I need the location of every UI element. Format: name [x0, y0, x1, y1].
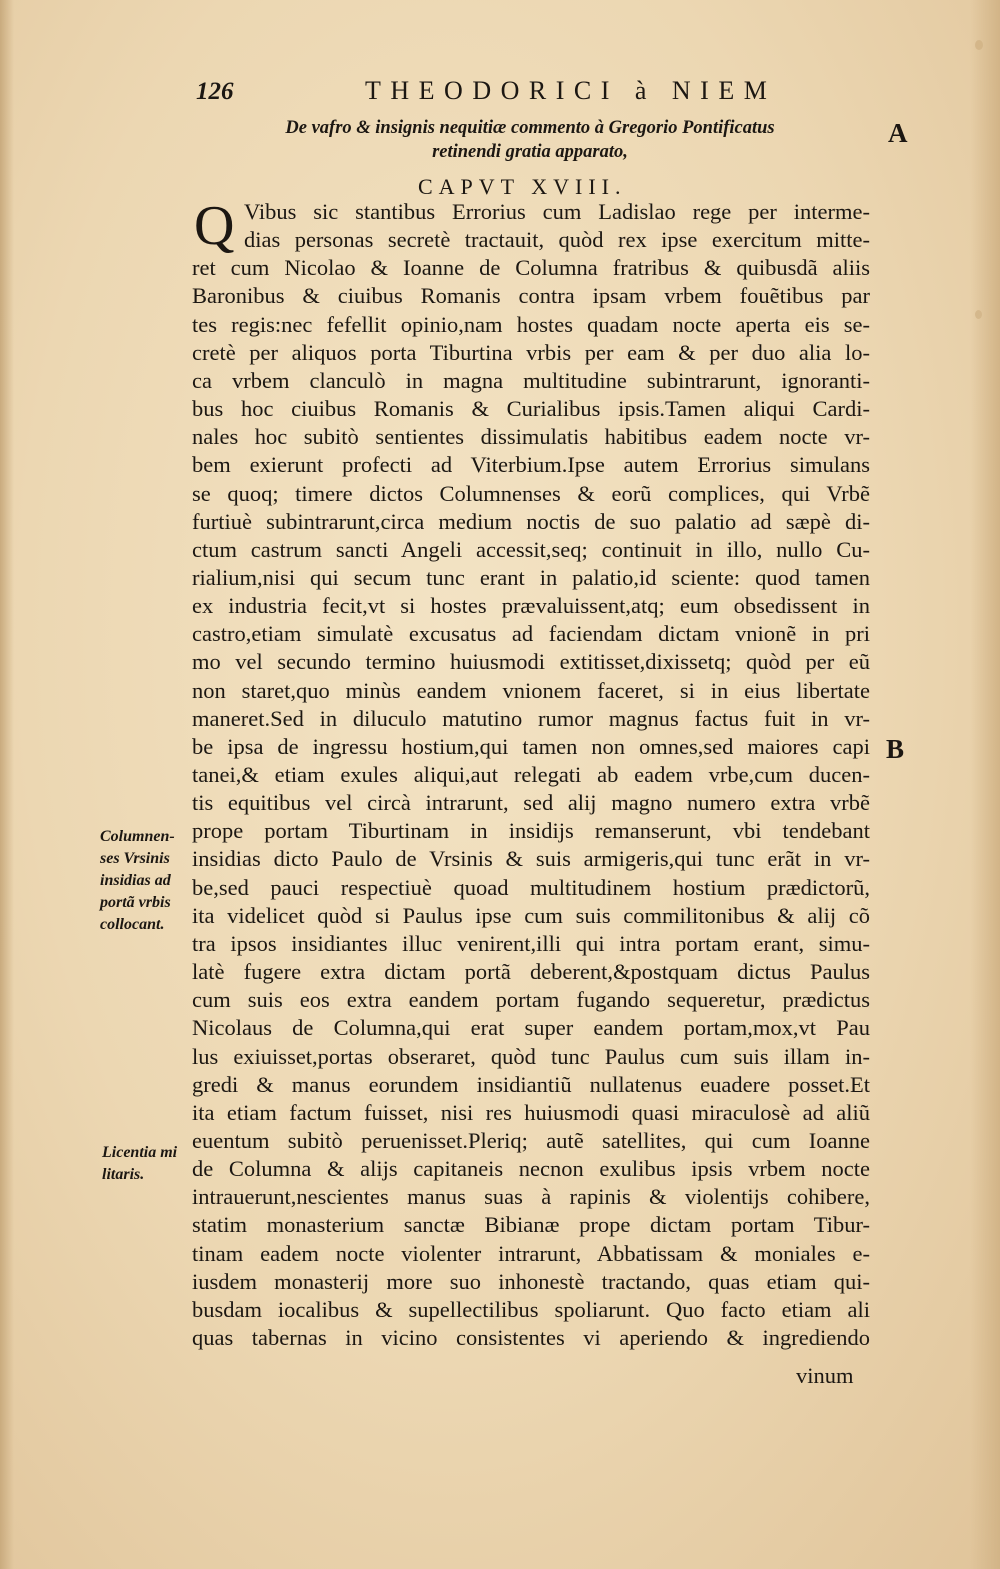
chapter-heading: CAPVT XVIII. [418, 174, 627, 199]
text-line: be,sed pauci respectiuè quoad multitudinem hostium prædictorũ, [192, 874, 870, 900]
text-line: cretè per aliquos porta Tiburtina vrbis per eam & per duo alia lo- [192, 339, 870, 365]
marginal-note-line: Columnen- [100, 828, 175, 845]
text-line: intrauerunt,nescientes manus suas à rapinis & violentijs cohibere, [192, 1184, 870, 1210]
text-line: gredi & manus eorundem insidiantiũ nullatenus euadere posset.Et [192, 1071, 870, 1097]
text-line: ca vrbem clanculò in magna multitudine subintrarunt, ignoranti- [192, 367, 870, 393]
marginal-note-line: portã vrbis [100, 894, 171, 911]
text-line: se quoq; timere dictos Columnenses & eorũ complices, qui Vrbẽ [192, 480, 870, 506]
marginal-note-line: ses Vrsinis [100, 850, 170, 867]
margin-letter-a: A [888, 118, 908, 148]
text-line: tra ipsos insidiantes illuc venirent,illi qui intra portam erant, simu- [192, 930, 870, 956]
marginal-note-line: Licentia mi [102, 1144, 178, 1161]
text-line: tanei,& etiam exules aliqui,aut relegati ab eadem vrbe,cum ducen- [192, 762, 870, 787]
text-line: dias personas secretè tractauit, quòd rex ipse exercitum mitte- [244, 227, 870, 253]
text-line: tis equitibus vel circà intrarunt, sed alij magno numero extra vrbẽ [192, 790, 870, 816]
text-line: castro,etiam simulatè excusatus ad faciendam dictam vnionẽ in pri [192, 621, 870, 647]
page-number: 126 [196, 78, 234, 105]
paper-stain [975, 40, 983, 50]
text-line: ex industria fecit,vt si hostes prævaluissent,atq; eum obsedissent in [192, 593, 870, 619]
running-title: THEODORICI à NIEM [365, 76, 777, 105]
text-line: iusdem monasterij more suo inhonestè tractando, quas etiam qui- [192, 1268, 870, 1294]
paper-stain [975, 310, 982, 319]
text-line: maneret.Sed in diluculo matutino rumor magnus factus fuit in vr- [192, 705, 870, 731]
text-line: bus hoc ciuibus Romanis & Curialibus ipsis.Tamen aliqui Cardi- [192, 396, 870, 422]
marginal-note-line: collocant. [100, 916, 165, 933]
text-line: de Columna & alijs capitaneis necnon exulibus ipsis vrbem nocte [192, 1156, 870, 1182]
chapter-subtitle: De vafro & insignis nequitiæ commento à Gregorio Pontificatus retinendi gratia apparato, [285, 118, 775, 162]
text-line: latè fugere extra dictam portã deberent,&postquam dictus Paulus [192, 959, 870, 985]
catchword: vinum [796, 1363, 854, 1388]
text-line: statim monasterium sanctæ Bibianæ prope dictam portam Tibur- [192, 1212, 870, 1238]
text-line: tes regis:nec fefellit opinio,nam hostes quadam nocte aperta eis se- [192, 311, 870, 337]
text-line: mo vel secundo termino huiusmodi extitisset,dixissetq; quòd per eũ [192, 649, 870, 675]
text-line: rialium,nisi qui secum tunc erant in palatio,id sciente: quod tamen [192, 564, 870, 590]
text-line: Nicolaus de Columna,qui erat super eandem portam,mox,vt Pau [192, 1015, 870, 1041]
text-line: ret cum Nicolao & Ioanne de Columna fratribus & quibusdã aliis [192, 255, 870, 281]
marginal-note-2 [102, 1142, 192, 1186]
text-line: lus exiuisset,portas obseraret, quòd tunc Paulus cum suis illam in- [192, 1043, 870, 1069]
page-header [0, 76, 1000, 112]
text-line: insidias dicto Paulo de Vrsinis & suis armigeris,qui tunc erãt in vr- [192, 846, 870, 872]
text-line: ita videlicet quòd si Paulus ipse cum suis commilitonibus & alij cõ [192, 902, 870, 928]
initial-letter: Q [194, 195, 235, 257]
text-line: busdam iocalibus & supellectilibus spoliarunt. Quo facto etiam ali [192, 1296, 870, 1322]
marginal-note-line: insidias ad [100, 872, 171, 889]
text-line: euentum subitò peruenisset.Pleriq; autẽ satellites, qui cum Ioanne [192, 1127, 870, 1153]
text-line: ctum castrum sancti Angeli accessit,seq; continuit in illo, nullo Cu- [192, 536, 870, 562]
text-line: bem exierunt profecti ad Viterbium.Ipse autem Errorius simulans [192, 452, 870, 478]
text-line: non staret,quo minùs eandem vnionem faceret, si in eius libertate [192, 677, 870, 703]
text-line: nales hoc subitò sentientes dissimulatis habitibus eadem nocte vr- [192, 424, 870, 450]
text-line: tinam eadem nocte violenter intrarunt, Abbatissam & moniales e- [192, 1240, 870, 1266]
text-line: Baronibus & ciuibus Romanis contra ipsam vrbem fouẽtibus par [192, 283, 870, 309]
marginal-note-1 [100, 826, 190, 936]
margin-letter-b: B [886, 734, 905, 764]
text-line: cum suis eos extra eandem portam fugando sequeretur, prædictus [192, 987, 870, 1013]
text-line: Vibus sic stantibus Errorius cum Ladislao rege per interme- [244, 199, 870, 224]
text-line: be ipsa de ingressu hostium,qui tamen non omnes,sed maiores capi [192, 733, 870, 759]
text-line: furtiuè subintrarunt,circa medium noctis de suo palatio ad sæpè di- [192, 508, 870, 534]
text-line: quas tabernas in vicino consistentes vi aperiendo & ingrediendo [192, 1325, 870, 1350]
marginal-note-line: litaris. [102, 1166, 145, 1183]
text-line: ita etiam factum fuisset, nisi res huiusmodi quasi miraculosè ad aliũ [192, 1099, 870, 1125]
text-line: prope portam Tiburtinam in insidijs remanserunt, vbi tendebant [192, 818, 870, 844]
